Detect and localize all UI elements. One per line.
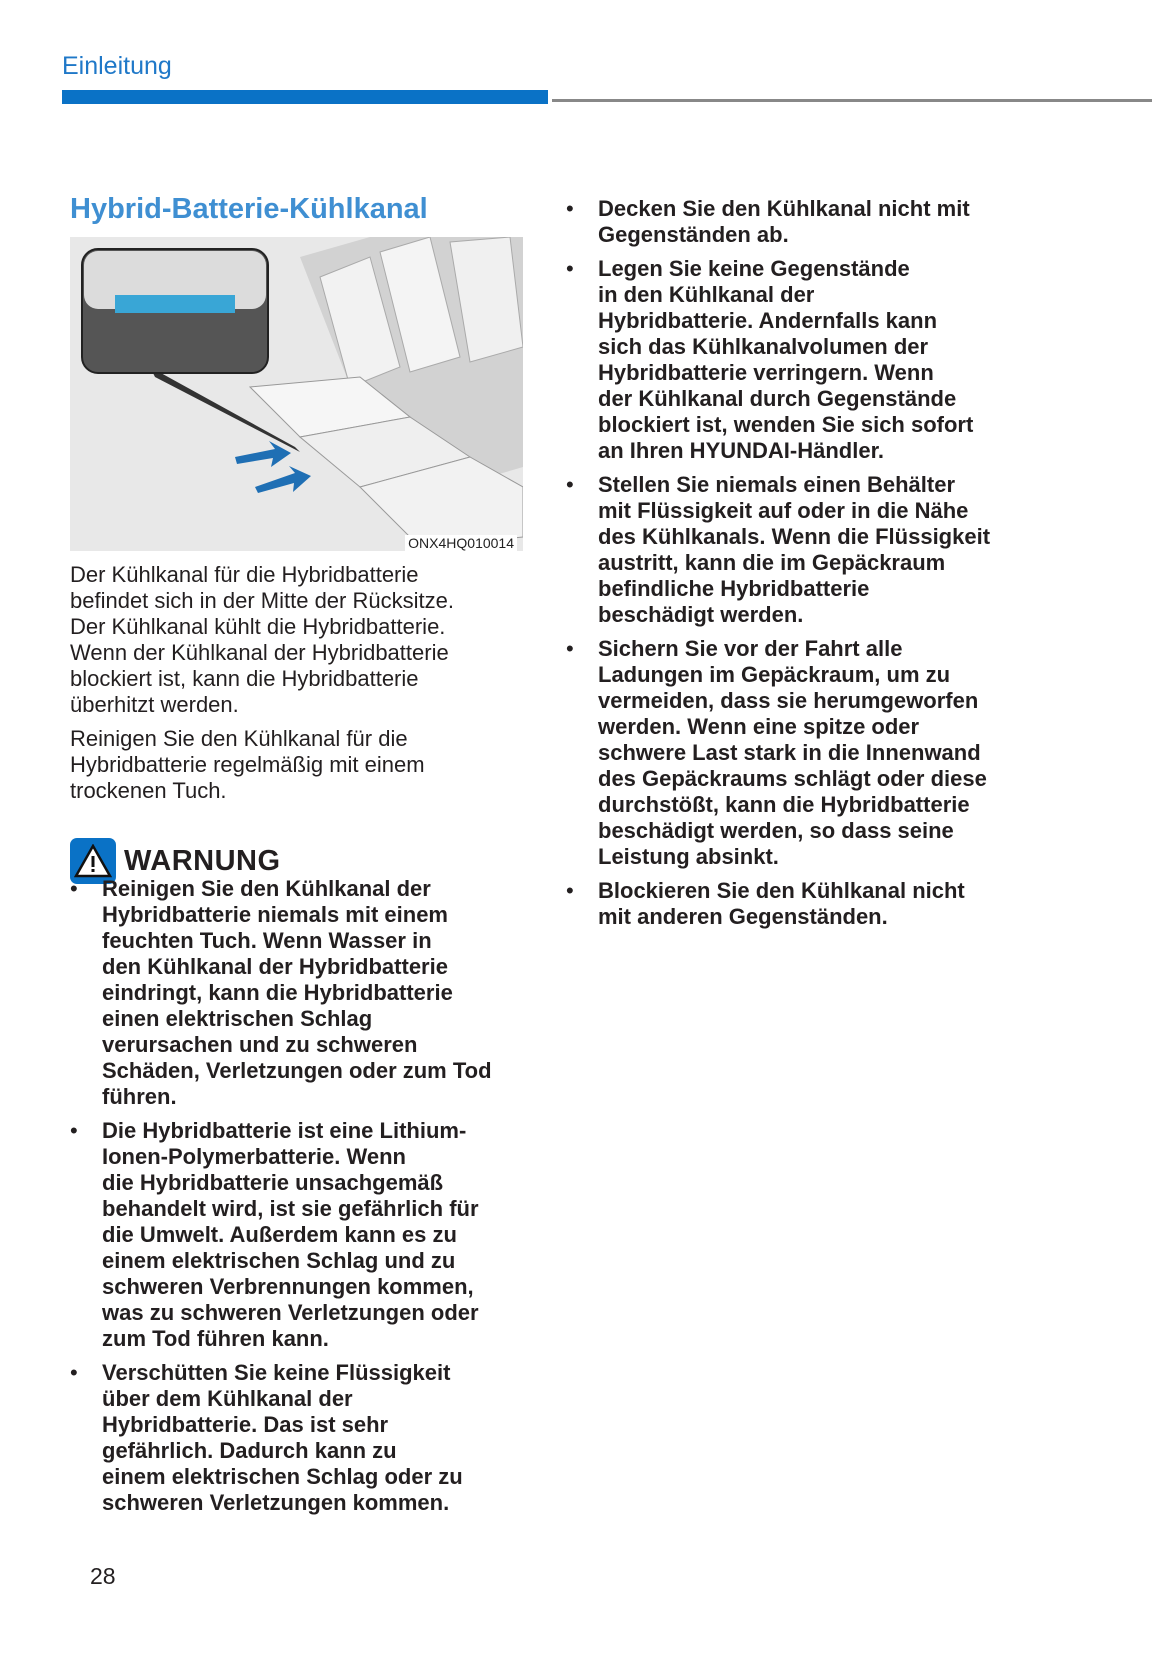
list-item: • Decken Sie den Kühlkanal nicht mit Gegenständen ab. xyxy=(566,196,970,247)
list-item: • Stellen Sie niemals einen Behälter mit Flüssigkeit auf oder in die Nähe des Kühlkanals. Wenn die Flüssigkeit austritt, kann die im Gepäckraum befindliche Hybridbatterie beschädigt werden. xyxy=(566,472,991,627)
section-header: Einleitung xyxy=(62,52,172,80)
figure-code: ONX4HQ010014 xyxy=(405,535,517,551)
list-item: • Blockieren Sie den Kühlkanal nicht mit anderen Gegenständen. xyxy=(566,878,965,929)
warning-list-left xyxy=(70,876,530,1524)
header-rule xyxy=(552,99,1152,102)
list-item: • Die Hybridbatterie ist eine Lithium- Ionen-Polymerbatterie. Wenn die Hybridbatterie unsachgemäß behandelt wird, ist sie gefährlich für die Umwelt. Außerdem kann es zu einem elektrischen Schlag und zu schweren Verbrennungen kommen, was zu schweren Verletzungen oder zum Tod führen kann. xyxy=(70,1118,479,1351)
list-item: • Verschütten Sie keine Flüssigkeit über dem Kühlkanal der Hybridbatterie. Das ist sehr gefährlich. Dadurch kann zu einem elektrischen Schlag oder zu schweren Verletzungen kommen. xyxy=(70,1360,463,1515)
seat-illustration xyxy=(70,237,523,551)
body-paragraph: Reinigen Sie den Kühlkanal für die Hybridbatterie regelmäßig mit einem trockenen Tuch. xyxy=(70,726,425,803)
list-item: • Reinigen Sie den Kühlkanal der Hybridbatterie niemals mit einem feuchten Tuch. Wenn Wasser in den Kühlkanal der Hybridbatterie eindringt, kann die Hybridbatterie einen elektrischen Schlag verursachen und zu schweren Schäden, Verletzungen oder zum Tod führen. xyxy=(70,876,492,1109)
warning-list-right xyxy=(566,196,1036,938)
warning-label: WARNUNG xyxy=(124,844,281,877)
list-item: • Legen Sie keine Gegenstände in den Kühlkanal der Hybridbatterie. Andernfalls kann sich das Kühlkanalvolumen der Hybridbatterie verringern. Wenn der Kühlkanal durch Gegenstände blockiert ist, wenden Sie sich sofort an Ihren HYUNDAI-Händler. xyxy=(566,256,974,463)
page-number: 28 xyxy=(90,1563,116,1589)
body-paragraph: Der Kühlkanal für die Hybridbatterie befindet sich in der Mitte der Rücksitze. Der Kühlkanal kühlt die Hybridbatterie. Wenn der Kühlkanal der Hybridbatterie blockiert ist, kann die Hybridbatterie überhitzt werden. xyxy=(70,562,454,717)
page-title: Hybrid-Batterie-Kühlkanal xyxy=(70,193,428,225)
header-bar-accent xyxy=(62,90,548,104)
list-item: • Sichern Sie vor der Fahrt alle Ladungen im Gepäckraum, um zu vermeiden, dass sie herumgeworfen werden. Wenn eine spitze oder schwere Last stark in die Innenwand des Gepäckraums schlägt oder diese durchstößt, kann die Hybridbatterie beschädigt werden, so dass seine Leistung absinkt. xyxy=(566,636,987,869)
